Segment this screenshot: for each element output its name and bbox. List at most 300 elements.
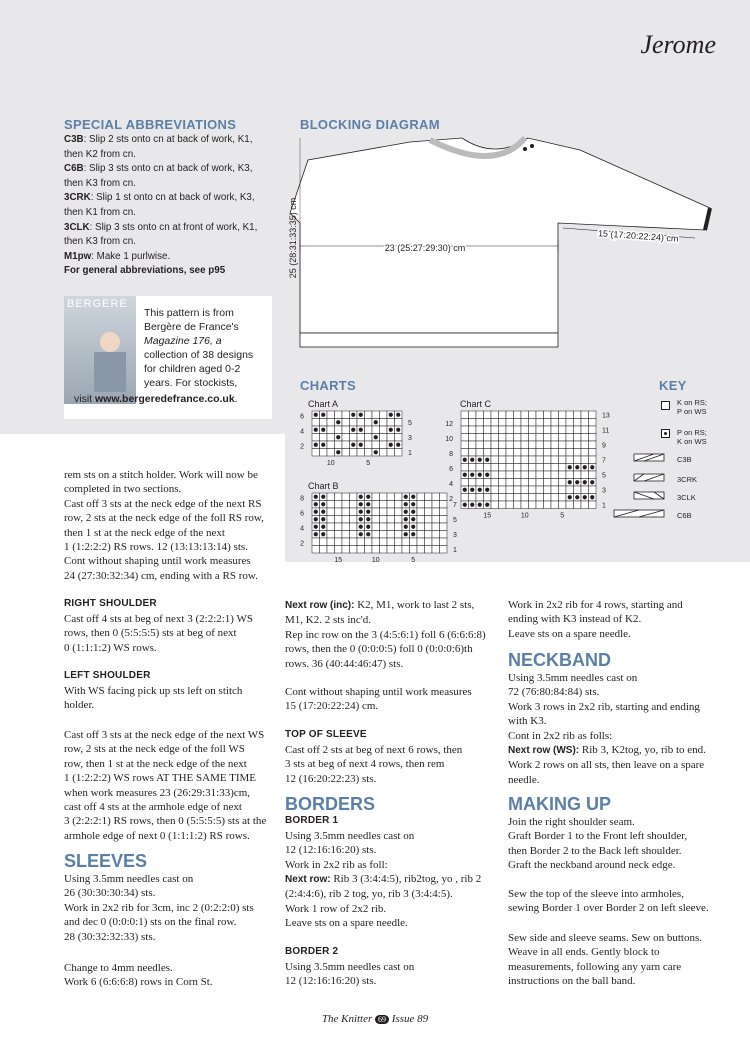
text-line: Rep inc row on the 3 (4:5:6:1) foll 6 (6:6:6:8) [285,628,486,641]
chart-cell [476,419,484,427]
chart-cell [387,516,395,524]
stockist-link[interactable]: www.bergeredefrance.co.uk [95,393,235,405]
neckband-lines [508,758,733,787]
text-line: when work measures 23 (26:29:31:33)cm, [64,786,251,799]
text-line: needle. [508,773,540,786]
chart-cell [395,449,403,457]
chart-cell [521,434,529,442]
chart-cell [461,441,469,449]
chart-cell [395,419,403,427]
row-number: 4 [449,481,453,488]
chart-cell [395,434,403,442]
chart-cell [566,441,574,449]
key-purl [677,428,707,446]
text-line: Work 2 rows on all sts, then leave on a spare [508,759,705,772]
chart-b-grid [295,490,457,564]
abbreviation-item [64,221,279,236]
text-line: Graft Border 1 to the Front left shoulder, [508,830,688,843]
chart-cell [581,501,589,509]
chart-cell [469,494,477,502]
column-number: 5 [366,460,371,467]
chart-cell [536,456,544,464]
chart-cell [461,411,469,419]
chart-cell [469,434,477,442]
promo-line: collection of 38 designs [144,349,254,361]
chart-cell [559,456,567,464]
chart-cell [484,434,492,442]
chart-cell [484,411,492,419]
chart-cell [320,434,328,442]
chart-cell [387,449,395,457]
text-line: Work 1 row of 2x2 rib. [285,902,387,915]
chart-cell [491,501,499,509]
purl-dot [336,420,340,424]
chart-cell [469,449,477,457]
abbreviation-code: 3CRK [64,192,91,204]
key-c6b: C6B [677,511,692,520]
chart-cell [380,449,388,457]
row-number: 2 [300,540,304,548]
text-line: 0 (1:1:1:2) WS rows. [64,641,157,654]
text-line: then Border 2 to the Back left shoulder. [508,844,682,857]
text-line: Graft the neckband around neck edge. [508,859,676,872]
promo-line: years. For stockists, [144,377,238,389]
promo-box [64,296,272,419]
chart-cell [491,456,499,464]
purl-dot [314,443,318,447]
text-line: Cast off 4 sts at beg of next 3 (2:2:2:1) WS [64,613,254,625]
chart-cell [589,501,597,509]
chart-cell [491,419,499,427]
chart-cell [342,523,350,531]
chart-cell [461,449,469,457]
text-line: Cont without shaping until work measures [64,555,251,568]
purl-dot [366,525,370,529]
key-heading: KEY [659,378,687,393]
chart-cell [357,419,365,427]
border1-text [285,829,500,872]
chart-cell [357,538,365,546]
chart-cell [574,411,582,419]
purl-dot [470,488,474,492]
purl-dot [411,532,415,536]
chart-cell [350,419,358,427]
chart-cell [544,426,552,434]
chart-cell [327,426,335,434]
purl-dot [314,532,318,536]
chart-cell [372,493,380,501]
next-row-label: Next row (WS): [508,745,580,756]
chart-cell [521,494,529,502]
chart-cell [380,441,388,449]
chart-cell [469,464,477,472]
top-sleeve-text [285,743,500,786]
chart-cell [387,508,395,516]
chart-cell [514,441,522,449]
chart-cell [499,441,507,449]
chart-cell [432,523,440,531]
chart-cell [589,419,597,427]
chart-cell [574,449,582,457]
chart-cell [425,531,433,539]
chart-cell [320,546,328,554]
chart-cell [327,449,335,457]
chart-cell [312,449,320,457]
chart-cell [551,471,559,479]
chart-cell [342,501,350,509]
chart-cell [566,471,574,479]
cover-title: BERGERE [67,298,128,310]
chart-cell [514,494,522,502]
chart-a-grid [295,408,435,478]
making-up-text-2 [508,887,733,916]
chart-cell [514,449,522,457]
border2-heading: BORDER 2 [285,946,339,957]
chart-cell [499,501,507,509]
chart-cell [335,531,343,539]
purl-dot [478,488,482,492]
chart-cell [312,546,320,554]
chart-cell [544,419,552,427]
chart-cell [410,546,418,554]
chart-cell [544,456,552,464]
chart-cell [559,419,567,427]
text-line: 24 (27:30:32:34) cm, ending with a RS row. [64,569,258,582]
chart-cell [559,434,567,442]
chart-cell [417,501,425,509]
purl-dot [568,465,572,469]
neckband-text [508,671,733,743]
chart-cell [432,508,440,516]
chart-cell [417,493,425,501]
chart-cell [335,516,343,524]
chart-cell [425,516,433,524]
chart-cell [536,426,544,434]
chart-cell [499,471,507,479]
chart-cell [320,419,328,427]
row-number: 6 [300,510,304,518]
purl-dot [359,525,363,529]
chart-cell [417,538,425,546]
chart-cell [529,411,537,419]
text-line: Leave sts on a spare needle. [508,627,631,640]
purl-dot [411,510,415,514]
chart-cell [417,516,425,524]
chart-cell [551,441,559,449]
text-line: Work 3 rows in 2x2 rib, starting and ending [508,700,700,713]
chart-cell [342,538,350,546]
chart-cell [529,441,537,449]
chart-cell [380,531,388,539]
height-label: 25 (28:31:33:35) cm [288,197,298,279]
chart-cell [350,493,358,501]
inc-row-lines [285,613,500,671]
chart-cell [529,471,537,479]
chart-cell [402,538,410,546]
chart-cell [574,419,582,427]
chart-cell [566,426,574,434]
purl-dot [411,525,415,529]
chart-cell [529,456,537,464]
chart-cell [559,471,567,479]
chart-cell [342,441,350,449]
chart-a-label: Chart A [308,399,339,409]
text-line: with K3. [508,715,547,728]
text-line: Change to 4mm needles. [64,962,173,974]
chart-cell [506,486,514,494]
text-line: rows, then the 0 (0:0:0:5) foll 0 (0:0:0:6)th [285,643,473,656]
text-line: Cast off 3 sts at the neck edge of the next RS [64,497,262,510]
purl-dot [463,458,467,462]
key-text: P on RS; [677,428,707,437]
abbreviation-code: C6B [64,163,84,175]
chart-cell [342,449,350,457]
chart-cell [476,441,484,449]
chart-cell [425,546,433,554]
abbreviation-code: M1pw [64,250,92,262]
chart-cell [536,501,544,509]
chart-cell [476,411,484,419]
chart-cell [529,501,537,509]
chart-cell [589,434,597,442]
border1-heading: BORDER 1 [285,815,339,826]
purl-dot [583,480,587,484]
text-line: 1 (1:2:2:2) RS rows. 12 (13:13:13:14) sts. [64,541,248,554]
chart-cell [514,464,522,472]
chart-cell [574,434,582,442]
chart-cell [544,464,552,472]
chart-cell [387,434,395,442]
chart-cell [484,449,492,457]
chart-cell [357,434,365,442]
text-line: rem sts on a stitch holder. Work will now be [64,469,258,481]
chart-cell [342,411,350,419]
magazine-cover-image [64,296,136,404]
text-line: 1 (1:2:2:2) WS rows AT THE SAME TIME [64,772,257,785]
text-line: Weave in all ends. Gently block to [508,946,660,959]
text-line: 12 (12:16:16:20) sts. [285,975,377,988]
chart-cell [372,516,380,524]
chart-cell [529,426,537,434]
row-number: 2 [449,496,453,503]
chart-cell [395,493,403,501]
purl-dot [321,443,325,447]
chart-cell [529,449,537,457]
chart-cell [387,523,395,531]
chart-cell [476,464,484,472]
child-body-shape [94,352,126,392]
chart-cell [514,456,522,464]
promo-line: Magazine 176, a [144,335,222,347]
chart-cell [484,419,492,427]
key-3crk: 3CRK [677,475,698,484]
chart-cell [514,426,522,434]
chart-cell [499,456,507,464]
chart-cell [514,411,522,419]
chart-cell [589,449,597,457]
special-heading: SPECIAL ABBREVIATIONS [64,117,237,132]
text-line: instructions on the ball band. [508,975,636,988]
text-line: Sew the top of the sleeve into armholes, [508,888,684,900]
chart-cell [536,464,544,472]
purl-dot [396,428,400,432]
chart-cell [476,426,484,434]
row-number: 12 [445,421,453,428]
row-number: 9 [602,442,606,450]
text-line: 72 (76:80:84:84) sts. [508,686,600,699]
chart-cell [521,441,529,449]
row-number: 1 [453,547,457,554]
purl-dot [314,413,318,417]
chart-cell [380,426,388,434]
key-text: K on WS [677,437,707,446]
chart-cell [461,426,469,434]
chart-cell [387,419,395,427]
chart-cell [536,479,544,487]
chart-cell [327,531,335,539]
purl-dot [389,413,393,417]
row-number: 3 [453,532,457,539]
making-up-heading: MAKING UP [508,794,611,814]
chart-cell [380,493,388,501]
chart-cell [506,449,514,457]
chart-cell [372,508,380,516]
page-title: Jerome [640,30,716,59]
chart-cell [432,546,440,554]
blocking-heading: BLOCKING DIAGRAM [300,117,440,132]
chart-cell [372,411,380,419]
text-line: Cont in 2x2 rib as folls: [508,729,613,742]
chart-cell [529,494,537,502]
purl-dot [359,517,363,521]
chart-cell [380,538,388,546]
purl-dot [463,488,467,492]
chart-cell [506,411,514,419]
chart-cell [365,426,373,434]
row-number: 8 [449,451,453,458]
chart-cell [506,456,514,464]
chart-cell [544,449,552,457]
chart-cell [484,479,492,487]
purl-dot [404,525,408,529]
chart-cell [440,531,448,539]
purl-dot [321,495,325,499]
chart-cell [521,456,529,464]
chart-cell [335,538,343,546]
chart-cell [387,531,395,539]
chart-cell [327,419,335,427]
chart-cell [566,456,574,464]
purl-dot [389,443,393,447]
chart-cell [365,411,373,419]
row-number: 8 [300,495,304,503]
chart-cell [581,471,589,479]
chart-cell [365,449,373,457]
hem-rib [300,333,558,347]
chart-cell [514,486,522,494]
purl-dot [485,458,489,462]
purl-dot [366,517,370,521]
chart-cell [581,419,589,427]
chart-cell [327,538,335,546]
chart-cell [514,479,522,487]
chart-cell [544,441,552,449]
chart-cell [551,486,559,494]
chart-cell [499,486,507,494]
knit-symbol-icon [661,401,670,410]
chart-cell [395,538,403,546]
text-line: Work 6 (6:6:6:8) rows in Corn St. [64,976,213,989]
text-line: 3 (2:2:2:1) RS rows, then 0 (5:5:5:5) sts at the [64,815,267,828]
chart-cell [566,501,574,509]
text-line: then 1 st at the neck edge of the next [64,526,225,539]
chart-cell [544,501,552,509]
text-line: Sew side and sleeve seams. Sew on buttons. [508,932,702,944]
chart-cell [335,493,343,501]
chart-cell [342,419,350,427]
purl-dot [404,495,408,499]
chart-cell [491,464,499,472]
chart-cell [574,501,582,509]
chart-cell [469,426,477,434]
chart-cell [440,538,448,546]
chart-cell [491,426,499,434]
chart-cell [327,546,335,554]
chart-cell [335,501,343,509]
chart-cell [544,434,552,442]
border2-text [285,960,500,989]
chart-cell [484,464,492,472]
chart-cell [574,471,582,479]
chart-cell [589,471,597,479]
chart-cell [380,501,388,509]
purl-dot [396,443,400,447]
chart-cell [499,411,507,419]
key-text: K on RS; [677,398,708,407]
purl-dot [374,420,378,424]
chart-cell [536,419,544,427]
chart-cell [342,493,350,501]
chart-cell [395,523,403,531]
chart-cell [350,501,358,509]
chart-cell [521,426,529,434]
purl-dot [463,473,467,477]
chart-cell [327,493,335,501]
chart-cell [559,494,567,502]
chart-cell [506,471,514,479]
chart-cell [484,494,492,502]
purl-dot [359,532,363,536]
chart-cell [327,434,335,442]
chart-cell [327,523,335,531]
button-icon [523,147,527,151]
left-shoulder-heading: LEFT SHOULDER [64,670,151,681]
chart-cell [335,508,343,516]
sleeves-text-2 [64,961,284,990]
chart-cell [581,486,589,494]
chart-cell [380,516,388,524]
top-sleeve-heading: TOP OF SLEEVE [285,729,367,740]
chart-cell [529,434,537,442]
chart-cell [417,546,425,554]
row-number: 11 [602,427,610,435]
chart-cell [559,486,567,494]
purl-dot [478,458,482,462]
chart-cell [387,546,395,554]
sleeve-label: 15 (17:20:22:24) cm [597,228,679,244]
purl-dot [321,502,325,506]
promo-line: for children aged 0-2 [144,363,241,375]
